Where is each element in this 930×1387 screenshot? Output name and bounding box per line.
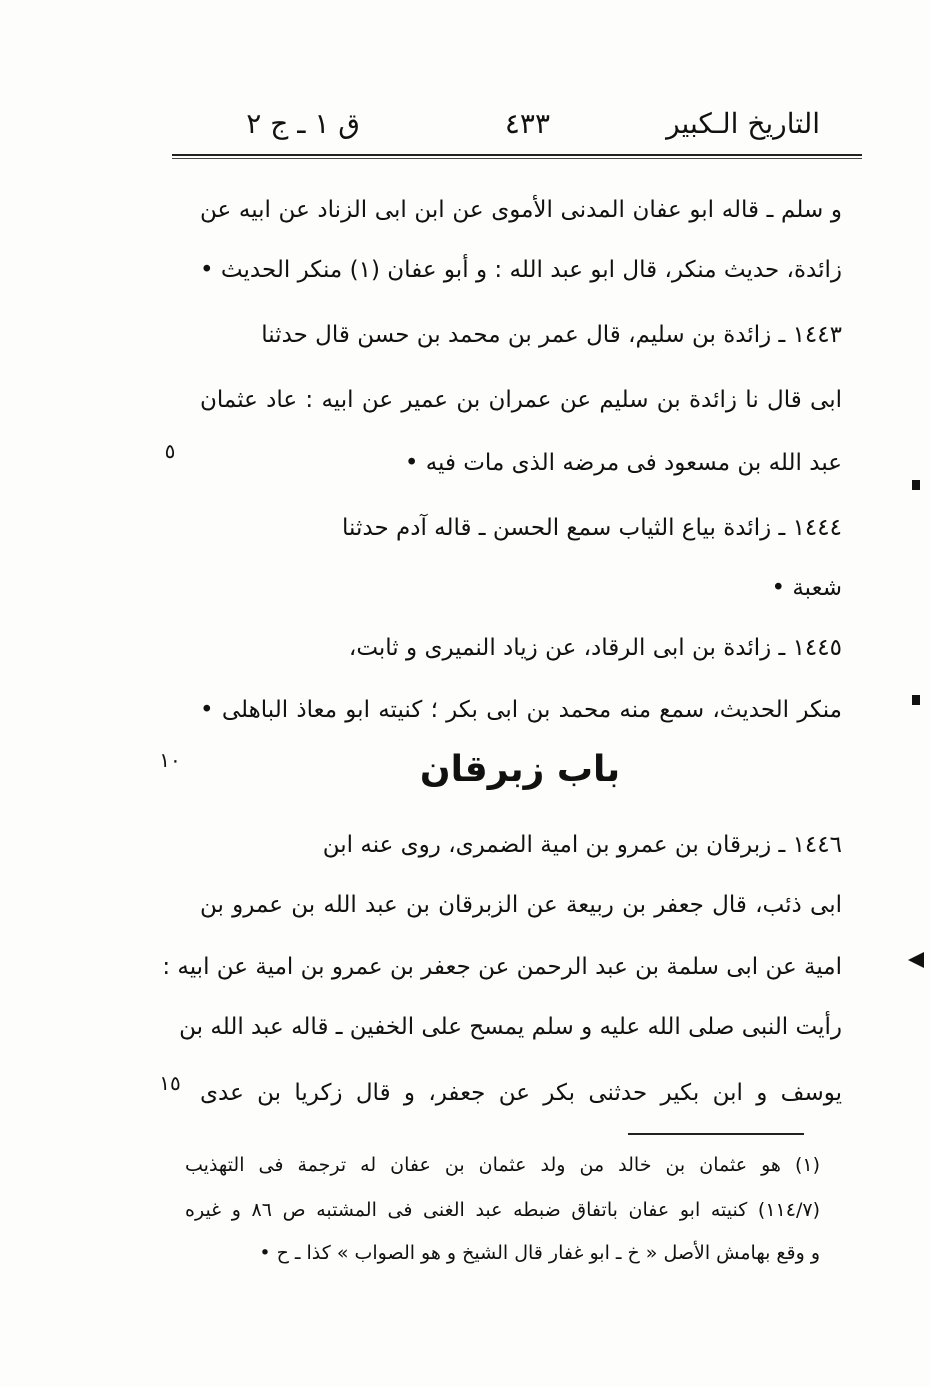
text-line-4: ابى قال نا زائدة بن سليم عن عمران بن عمير عن ابيه : عاد عثمان (200, 387, 842, 413)
footnote-line-3: و وقع بهامش الأصل « خ ـ ابو غفار قال الشيخ و هو الصواب » كذا ـ ح • (259, 1242, 820, 1264)
text-line-7: شعبة • (771, 575, 842, 601)
running-header (190, 98, 830, 150)
section-heading: باب زبرقان (419, 749, 621, 790)
line-number-15: ١٥ (159, 1071, 181, 1095)
footnote-line-2: (١١٤/٧) كنيته ابو عفان باتفاق ضبطه عبد الغنى فى المشتبه ص ٨٦ و غيره (185, 1199, 820, 1221)
line-number-5: ٥ (164, 439, 176, 463)
entry-1443-heading: ١٤٤٣ ـ زائدة بن سليم، قال عمر بن محمد بن حسن قال حدثنا (261, 322, 842, 348)
footnote-rule (628, 1133, 804, 1135)
margin-mark (912, 695, 920, 705)
footnote-line-1: (١) هو عثمان بن خالد من ولد عثمان بن عفان له ترجمة فى التهذيب (185, 1154, 820, 1176)
volume-label: ق ١ ـ ج ٢ (246, 107, 360, 140)
text-line-5: عبد الله بن مسعود فى مرضه الذى مات فيه • (404, 450, 842, 476)
margin-arrow-mark (908, 952, 924, 968)
book-title: التاريخ الـكبير (666, 107, 820, 140)
header-rule (172, 154, 862, 156)
header-rule-thin (172, 158, 862, 159)
page-number: ٤٣٣ (504, 107, 550, 140)
text-line-1: و سلم ـ قاله ابو عفان المدنى الأموى عن ابن ابى الزناد عن ابيه عن (200, 197, 842, 223)
text-line-14: يوسف و ابن بكير حدثنى بكر عن جعفر، و قال زكريا بن عدى (200, 1080, 842, 1106)
entry-1445-heading: ١٤٤٥ ـ زائدة بن ابى الرقاد، عن زياد النميرى و ثابت، (348, 635, 842, 661)
margin-mark (912, 480, 920, 490)
text-line-2: زائدة، حديث منكر، قال ابو عبد الله : و أبو عفان (١) منكر الحديث • (200, 257, 842, 283)
line-number-10: ١٠ (159, 748, 181, 772)
entry-1446-heading: ١٤٤٦ ـ زبرقان بن عمرو بن امية الضمرى، روى عنه ابن (322, 832, 842, 858)
text-line-13: رأيت النبى صلى الله عليه و سلم يمسح على الخفين ـ قاله عبد الله بن (179, 1014, 842, 1040)
text-line-12: امية عن ابى سلمة بن عبد الرحمن عن جعفر بن عمرو بن امية عن ابيه : (162, 954, 842, 980)
entry-1444-heading: ١٤٤٤ ـ زائدة بياع الثياب سمع الحسن ـ قاله آدم حدثنا (342, 515, 842, 541)
text-line-11: ابى ذئب، قال جعفر بن ربيعة عن الزبرقان بن عبد الله بن عمرو بن (200, 892, 842, 918)
text-line-9: منكر الحديث، سمع منه محمد بن ابى بكر ؛ كنيته ابو معاذ الباهلى • (200, 697, 842, 723)
